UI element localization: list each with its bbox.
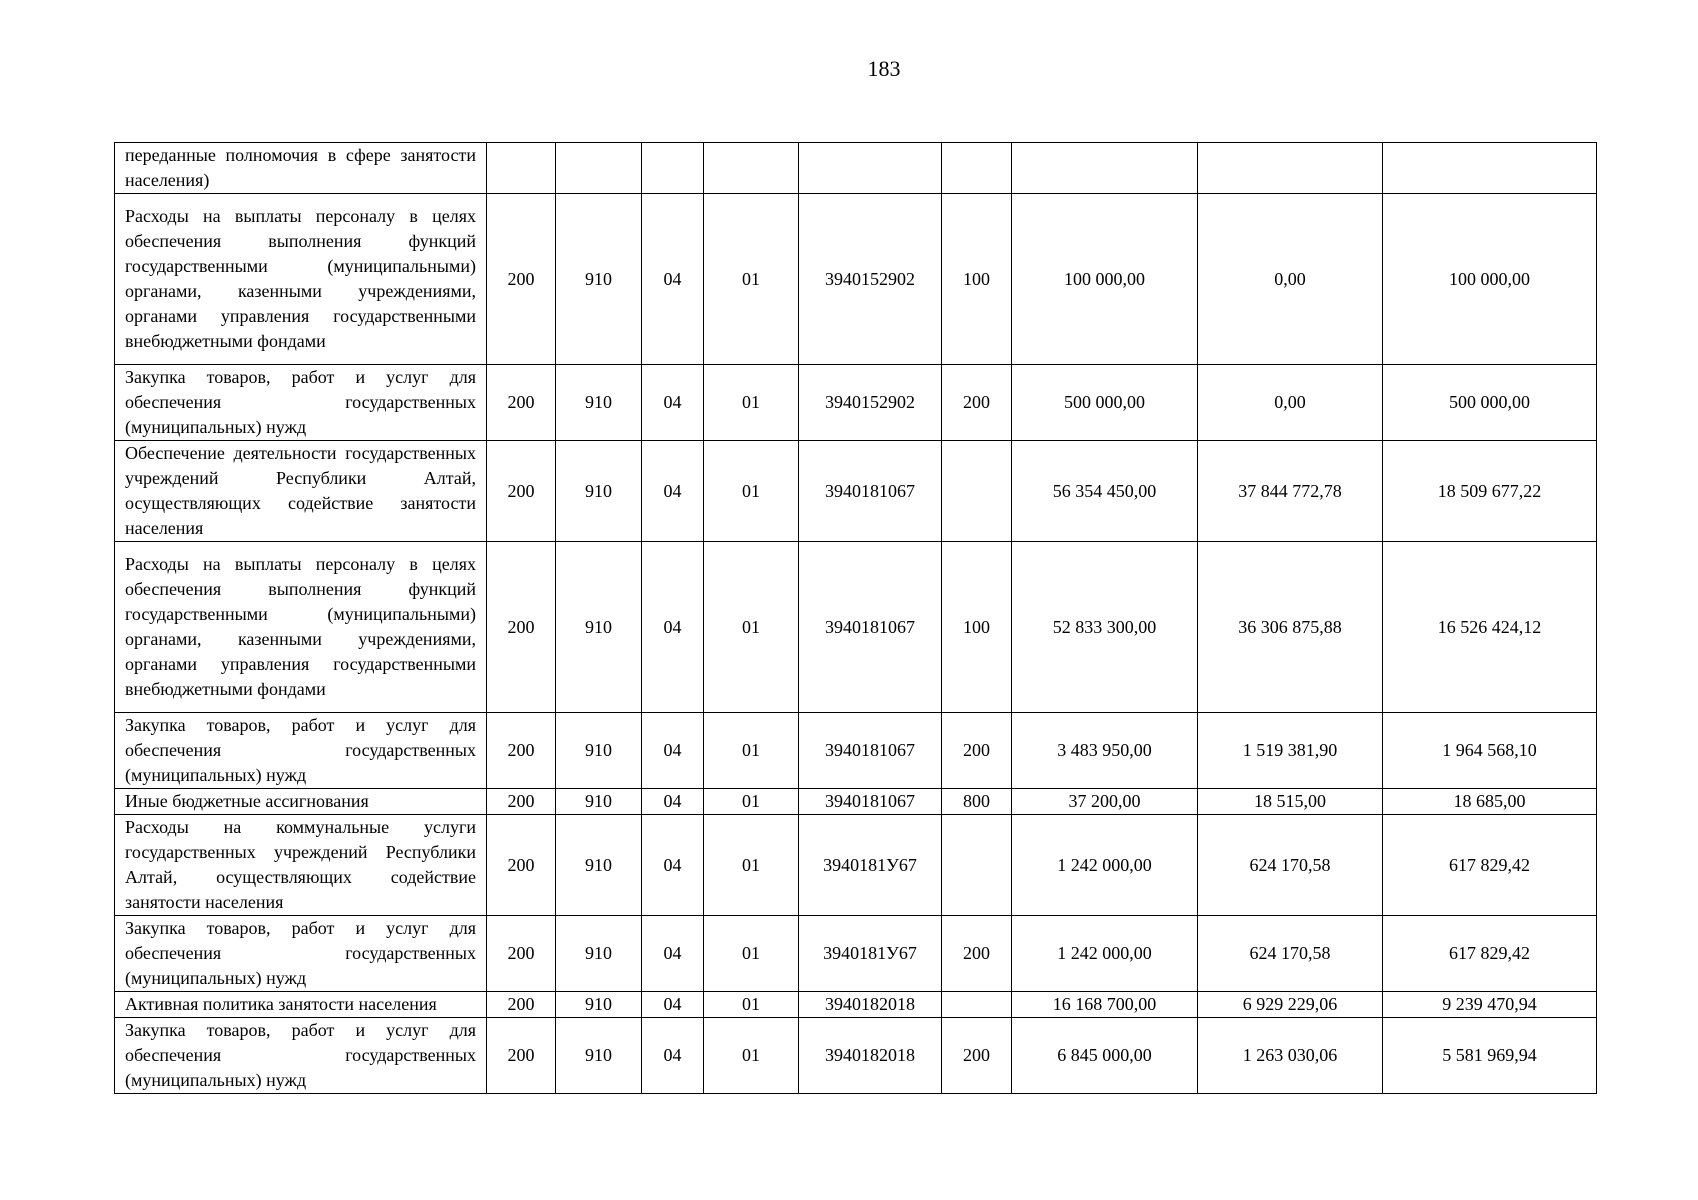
table-row: [115, 789, 1597, 815]
code-cell-2: 910: [556, 713, 642, 789]
expense-name-cell: Закупка товаров, работ и услуг для обеспечения государственных (муниципальных) нужд: [115, 916, 487, 992]
expense-type-cell: 800: [942, 789, 1012, 815]
code-cell-1: 200: [487, 815, 556, 916]
code-cell-1: 200: [487, 713, 556, 789]
subsection-cell: 01: [704, 789, 799, 815]
executed-amount-cell: 0,00: [1198, 194, 1383, 365]
planned-amount-cell: [1012, 143, 1198, 194]
remaining-amount-cell: 500 000,00: [1383, 365, 1597, 441]
page-number: 183: [867, 56, 901, 81]
table-body: [115, 143, 1597, 1094]
planned-amount-cell: 16 168 700,00: [1012, 992, 1198, 1018]
section-cell: 04: [642, 365, 704, 441]
target-article-cell: 3940181У67: [799, 815, 942, 916]
planned-amount-cell: 3 483 950,00: [1012, 713, 1198, 789]
section-cell: 04: [642, 1018, 704, 1094]
remaining-amount-cell: 100 000,00: [1383, 194, 1597, 365]
remaining-amount-cell: 18 685,00: [1383, 789, 1597, 815]
expense-type-cell: [942, 441, 1012, 542]
expense-type-cell: 100: [942, 194, 1012, 365]
code-cell-1: [487, 143, 556, 194]
executed-amount-cell: 36 306 875,88: [1198, 542, 1383, 713]
code-cell-2: 910: [556, 194, 642, 365]
subsection-cell: 01: [704, 194, 799, 365]
expense-name-cell: Обеспечение деятельности государственных учреждений Республики Алтай, осуществляющих содействие занятости населения: [115, 441, 487, 542]
expense-name-cell: Активная политика занятости населения: [115, 992, 487, 1018]
code-cell-2: 910: [556, 365, 642, 441]
subsection-cell: 01: [704, 815, 799, 916]
expense-name-cell: Иные бюджетные ассигнования: [115, 789, 487, 815]
subsection-cell: 01: [704, 916, 799, 992]
remaining-amount-cell: 5 581 969,94: [1383, 1018, 1597, 1094]
expense-name-cell: Закупка товаров, работ и услуг для обеспечения государственных (муниципальных) нужд: [115, 713, 487, 789]
code-cell-2: 910: [556, 441, 642, 542]
code-cell-1: 200: [487, 365, 556, 441]
target-article-cell: 3940181067: [799, 789, 942, 815]
expense-type-cell: 200: [942, 1018, 1012, 1094]
executed-amount-cell: 37 844 772,78: [1198, 441, 1383, 542]
planned-amount-cell: 6 845 000,00: [1012, 1018, 1198, 1094]
section-cell: 04: [642, 194, 704, 365]
planned-amount-cell: 100 000,00: [1012, 194, 1198, 365]
section-cell: 04: [642, 916, 704, 992]
expense-type-cell: [942, 143, 1012, 194]
subsection-cell: 01: [704, 992, 799, 1018]
remaining-amount-cell: 1 964 568,10: [1383, 713, 1597, 789]
subsection-cell: 01: [704, 542, 799, 713]
planned-amount-cell: 1 242 000,00: [1012, 916, 1198, 992]
section-cell: 04: [642, 789, 704, 815]
code-cell-2: 910: [556, 1018, 642, 1094]
target-article-cell: 3940181067: [799, 713, 942, 789]
subsection-cell: 01: [704, 441, 799, 542]
budget-table: [114, 142, 1597, 1094]
remaining-amount-cell: 16 526 424,12: [1383, 542, 1597, 713]
planned-amount-cell: 52 833 300,00: [1012, 542, 1198, 713]
target-article-cell: 3940181У67: [799, 916, 942, 992]
code-cell-2: 910: [556, 992, 642, 1018]
table-row: [115, 143, 1597, 194]
executed-amount-cell: 624 170,58: [1198, 815, 1383, 916]
code-cell-2: 910: [556, 542, 642, 713]
executed-amount-cell: 0,00: [1198, 365, 1383, 441]
expense-type-cell: 200: [942, 916, 1012, 992]
section-cell: [642, 143, 704, 194]
remaining-amount-cell: 9 239 470,94: [1383, 992, 1597, 1018]
table-row: [115, 713, 1597, 789]
target-article-cell: 3940152902: [799, 365, 942, 441]
table-row: [115, 365, 1597, 441]
executed-amount-cell: 18 515,00: [1198, 789, 1383, 815]
target-article-cell: 3940152902: [799, 194, 942, 365]
table-row: [115, 916, 1597, 992]
section-cell: 04: [642, 713, 704, 789]
expense-name-cell: переданные полномочия в сфере занятости населения): [115, 143, 487, 194]
table-row: [115, 542, 1597, 713]
expense-type-cell: 100: [942, 542, 1012, 713]
section-cell: 04: [642, 992, 704, 1018]
section-cell: 04: [642, 815, 704, 916]
table-row: [115, 194, 1597, 365]
table-row: [115, 1018, 1597, 1094]
code-cell-1: 200: [487, 789, 556, 815]
expense-name-cell: Расходы на коммунальные услуги государственных учреждений Республики Алтай, осуществляющих содействие занятости населения: [115, 815, 487, 916]
remaining-amount-cell: 617 829,42: [1383, 916, 1597, 992]
executed-amount-cell: 1 519 381,90: [1198, 713, 1383, 789]
subsection-cell: 01: [704, 713, 799, 789]
expense-name-cell: Расходы на выплаты персоналу в целях обеспечения выполнения функций государственными (муниципальными) органами, казенными учреждениями, органами управления государственными внебюджетными фондами: [115, 194, 487, 365]
table-row: [115, 992, 1597, 1018]
subsection-cell: 01: [704, 1018, 799, 1094]
planned-amount-cell: 1 242 000,00: [1012, 815, 1198, 916]
code-cell-2: 910: [556, 815, 642, 916]
executed-amount-cell: [1198, 143, 1383, 194]
expense-type-cell: [942, 815, 1012, 916]
remaining-amount-cell: 617 829,42: [1383, 815, 1597, 916]
code-cell-1: 200: [487, 441, 556, 542]
table-row: [115, 441, 1597, 542]
planned-amount-cell: 500 000,00: [1012, 365, 1198, 441]
code-cell-2: [556, 143, 642, 194]
code-cell-1: 200: [487, 992, 556, 1018]
section-cell: 04: [642, 542, 704, 713]
expense-type-cell: [942, 992, 1012, 1018]
executed-amount-cell: 6 929 229,06: [1198, 992, 1383, 1018]
table-row: [115, 815, 1597, 916]
code-cell-2: 910: [556, 916, 642, 992]
remaining-amount-cell: 18 509 677,22: [1383, 441, 1597, 542]
code-cell-1: 200: [487, 542, 556, 713]
planned-amount-cell: 56 354 450,00: [1012, 441, 1198, 542]
target-article-cell: 3940182018: [799, 992, 942, 1018]
code-cell-1: 200: [487, 1018, 556, 1094]
remaining-amount-cell: [1383, 143, 1597, 194]
executed-amount-cell: 1 263 030,06: [1198, 1018, 1383, 1094]
target-article-cell: [799, 143, 942, 194]
expense-type-cell: 200: [942, 365, 1012, 441]
target-article-cell: 3940181067: [799, 542, 942, 713]
target-article-cell: 3940181067: [799, 441, 942, 542]
expense-name-cell: Расходы на выплаты персоналу в целях обеспечения выполнения функций государственными (муниципальными) органами, казенными учреждениями, органами управления государственными внебюджетными фондами: [115, 542, 487, 713]
expense-name-cell: Закупка товаров, работ и услуг для обеспечения государственных (муниципальных) нужд: [115, 365, 487, 441]
code-cell-1: 200: [487, 194, 556, 365]
subsection-cell: [704, 143, 799, 194]
expense-type-cell: 200: [942, 713, 1012, 789]
executed-amount-cell: 624 170,58: [1198, 916, 1383, 992]
expense-name-cell: Закупка товаров, работ и услуг для обеспечения государственных (муниципальных) нужд: [115, 1018, 487, 1094]
subsection-cell: 01: [704, 365, 799, 441]
target-article-cell: 3940182018: [799, 1018, 942, 1094]
planned-amount-cell: 37 200,00: [1012, 789, 1198, 815]
code-cell-2: 910: [556, 789, 642, 815]
code-cell-1: 200: [487, 916, 556, 992]
section-cell: 04: [642, 441, 704, 542]
